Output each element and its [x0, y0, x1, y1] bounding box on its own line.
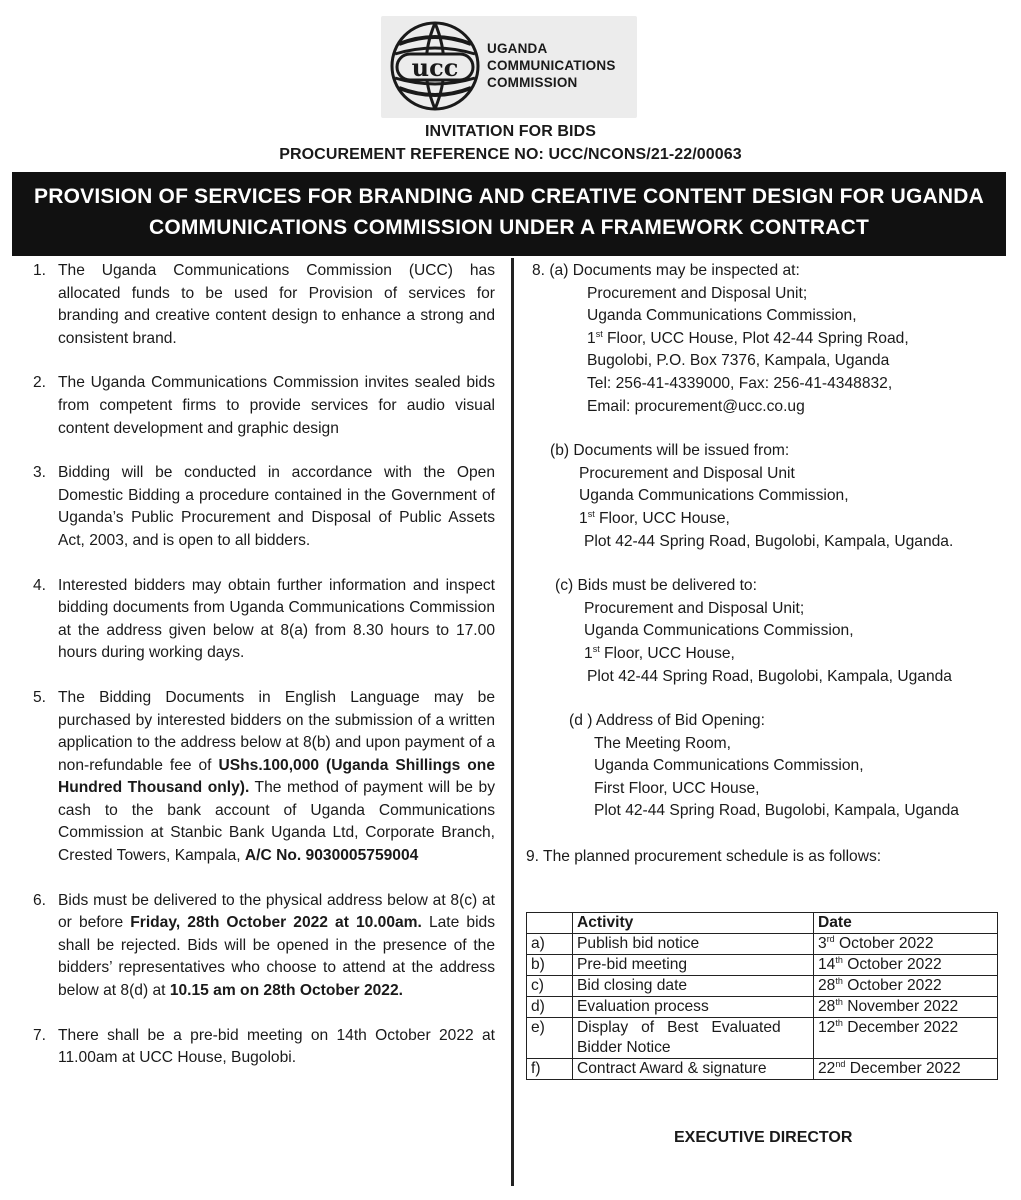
address-line [584, 643, 1007, 666]
date-rest: December 2022 [845, 1060, 961, 1077]
floor-ordinal: st [587, 508, 595, 519]
address-line: Uganda Communications Commission, [579, 487, 849, 505]
logo-mark-text: ucc [411, 53, 459, 82]
clause-3 [33, 462, 495, 552]
logo-wordmark [487, 40, 616, 91]
address-line: The Meeting Room, [594, 734, 731, 752]
section-8a-label: 8. (a) Documents may be inspected at: [532, 262, 800, 279]
clause-1 [33, 260, 495, 350]
logo-line-1: UGANDA [487, 41, 548, 56]
row-date [814, 934, 998, 955]
table-header-cell [527, 913, 573, 934]
floor-address: Floor, UCC House, Plot 42-44 Spring Road, [602, 329, 909, 347]
section-8a [532, 260, 1007, 418]
date-ordinal: th [835, 997, 843, 1007]
date-rest: December 2022 [842, 1019, 959, 1036]
floor-number: 1 [579, 509, 588, 527]
table-row [527, 976, 998, 997]
address-line: Procurement and Disposal Unit [579, 464, 795, 482]
section-9: 9. The planned procurement schedule is as follows: [526, 848, 882, 866]
clause-text: Interested bidders may obtain further information and inspect bidding documents from Uganda Communications Commission at the address given below at 8(a) from 8.30 hours to 17.00 hours during working days. [58, 576, 495, 662]
floor-number: 1 [584, 644, 593, 662]
table-row [527, 1059, 998, 1080]
address-line: Uganda Communications Commission, [594, 757, 864, 775]
row-key: d) [527, 997, 573, 1018]
row-date [814, 976, 998, 997]
row-date [814, 1059, 998, 1080]
table-row [527, 934, 998, 955]
floor-address: Floor, UCC House, [599, 644, 735, 662]
logo-line-3: COMMISSION [487, 75, 578, 90]
row-key: f) [527, 1059, 573, 1080]
procurement-reference: PROCUREMENT REFERENCE NO: UCC/NCONS/21-22/00063 [279, 146, 742, 163]
clause-number: 6. [33, 891, 47, 909]
table-row [527, 997, 998, 1018]
clause-number: 1. [33, 262, 47, 279]
address-line: First Floor, UCC House, [594, 779, 760, 797]
clause-text-part: The method of payment will be by cash to the bank account of Uganda Communications Commission at Stanbic Bank Uganda Ltd, Corporate Branch, Crested Towers, Kampala, [58, 779, 495, 865]
right-column [526, 260, 1007, 869]
row-activity: Contract Award & signature [573, 1059, 814, 1080]
row-activity [573, 1018, 814, 1059]
clause-number: 2. [33, 374, 47, 392]
column-divider [511, 258, 514, 1186]
row-key: e) [527, 1018, 573, 1059]
table-header-activity: Activity [573, 913, 814, 934]
date-rest: October 2022 [834, 935, 934, 952]
table-header-date: Date [814, 913, 998, 934]
address-line: Procurement and Disposal Unit; [584, 599, 805, 617]
row-key: a) [527, 934, 573, 955]
date-day: 12 [818, 1019, 836, 1036]
address-line: Plot 42-44 Spring Road, Bugolobi, Kampala, Uganda. [584, 532, 954, 550]
left-column [33, 260, 495, 1092]
address-line: Plot 42-44 Spring Road, Bugolobi, Kampala, Uganda [594, 802, 959, 820]
clause-4 [33, 575, 495, 665]
activity-line: Display of Best Evaluated [577, 1019, 781, 1036]
bid-deadline: Friday, 28th October 2022 at 10.00am. [130, 914, 422, 932]
clause-text: The Uganda Communications Commission invites sealed bids from competent firms to provide services for audio visual content development and graphic design [58, 374, 495, 437]
row-date [814, 955, 998, 976]
clause-2 [33, 372, 495, 440]
bid-opening-time: 10.15 am on 28th October 2022. [169, 982, 403, 1000]
date-ordinal: th [835, 955, 843, 965]
floor-address: Floor, UCC House, [594, 509, 730, 527]
date-ordinal: th [835, 976, 843, 986]
address-line [579, 508, 1007, 531]
date-day: 28 [818, 998, 836, 1015]
clause-text: The Uganda Communications Commission (UCC) has allocated funds to be used for Provision of services for branding and creative content design to enhance a strong and consistent brand. [58, 262, 495, 347]
clause-text-part: Bids must be delivered to the physical address below at 8(c) at or before [58, 891, 495, 932]
title-banner [12, 172, 1006, 256]
banner-line-2: COMMUNICATIONS COMMISSION UNDER A FRAMEWORK CONTRACT [148, 216, 870, 239]
table-row [527, 955, 998, 976]
date-ordinal: nd [835, 1059, 846, 1069]
clause-number: 3. [33, 464, 47, 482]
invitation-heading: INVITATION FOR BIDS [424, 123, 597, 140]
date-day: 28 [818, 977, 836, 994]
row-key: c) [527, 976, 573, 997]
row-activity: Bid closing date [573, 976, 814, 997]
table-row [527, 1018, 998, 1059]
address-line [587, 328, 1007, 351]
date-day: 22 [818, 1060, 836, 1077]
clause-number: 4. [33, 576, 47, 594]
date-day: 3 [818, 935, 827, 952]
section-8c-label: (c) Bids must be delivered to: [555, 577, 757, 595]
bank-account-number: A/C No. 9030005759004 [244, 847, 419, 865]
section-8b [532, 440, 1007, 553]
row-key: b) [527, 955, 573, 976]
row-activity: Publish bid notice [573, 934, 814, 955]
section-8d [532, 710, 1007, 823]
section-8b-label: (b) Documents will be issued from: [550, 442, 790, 460]
ucc-logo [381, 16, 637, 118]
date-rest: November 2022 [842, 998, 959, 1015]
procurement-schedule-table [526, 912, 998, 1080]
address-line: Plot 42-44 Spring Road, Bugolobi, Kampala, Uganda [587, 667, 952, 685]
row-date [814, 1018, 998, 1059]
signatory-title: EXECUTIVE DIRECTOR [674, 1129, 853, 1146]
date-ordinal: th [835, 1018, 843, 1028]
row-date [814, 997, 998, 1018]
section-8d-label: (d ) Address of Bid Opening: [569, 712, 765, 730]
address-line: Uganda Communications Commission, [587, 307, 857, 325]
address-line: Bugolobi, P.O. Box 7376, Kampala, Uganda [587, 352, 890, 370]
floor-number: 1 [587, 329, 596, 347]
table-header-row [527, 913, 998, 934]
banner-line-1: PROVISION OF SERVICES FOR BRANDING AND CREATIVE CONTENT DESIGN FOR UGANDA [34, 185, 984, 208]
date-rest: October 2022 [842, 956, 942, 973]
clause-text [58, 890, 495, 1003]
clause-5 [33, 687, 495, 868]
date-ordinal: rd [826, 934, 835, 944]
logo-line-2: COMMUNICATIONS [487, 58, 616, 73]
address-line: Email: procurement@ucc.co.ug [587, 397, 805, 415]
clause-text: There shall be a pre-bid meeting on 14th October 2022 at 11.00am at UCC House, Bugolobi. [58, 1026, 495, 1067]
globe-logo-icon [389, 20, 481, 112]
row-activity: Pre-bid meeting [573, 955, 814, 976]
clause-7 [33, 1025, 495, 1070]
floor-ordinal: st [592, 643, 600, 654]
activity-line: Bidder Notice [577, 1039, 671, 1056]
clause-number: 5. [33, 688, 47, 706]
section-8c [532, 575, 1007, 688]
row-activity: Evaluation process [573, 997, 814, 1018]
floor-ordinal: st [595, 328, 603, 339]
clause-text-part: The Bidding Documents in English Language may be purchased by interested bidders on the submission of a written application to the address below at 8(b) and upon payment of a non-refundable fee of [58, 688, 495, 774]
address-line: Procurement and Disposal Unit; [587, 284, 808, 302]
date-day: 14 [818, 956, 836, 973]
address-line: Tel: 256-41-4339000, Fax: 256-41-4348832, [587, 374, 893, 392]
address-line: Uganda Communications Commission, [584, 622, 854, 640]
fee-amount: UShs.100,000 (Uganda Shillings one Hundred Thousand only). [58, 756, 496, 797]
clause-text [58, 687, 495, 868]
date-rest: October 2022 [842, 977, 942, 994]
clause-number: 7. [33, 1026, 47, 1044]
clause-text: Bidding will be conducted in accordance with the Open Domestic Bidding a procedure contained in the Government of Uganda’s Public Procurement and Disposal of Public Assets Act, 2003, and is open to all bidders. [58, 464, 495, 549]
clause-text-part: Late bids shall be rejected. Bids will be opened in the presence of the bidders’ representatives who choose to attend at the address below at 8(d) at [58, 914, 495, 1000]
clause-6 [33, 890, 495, 1003]
